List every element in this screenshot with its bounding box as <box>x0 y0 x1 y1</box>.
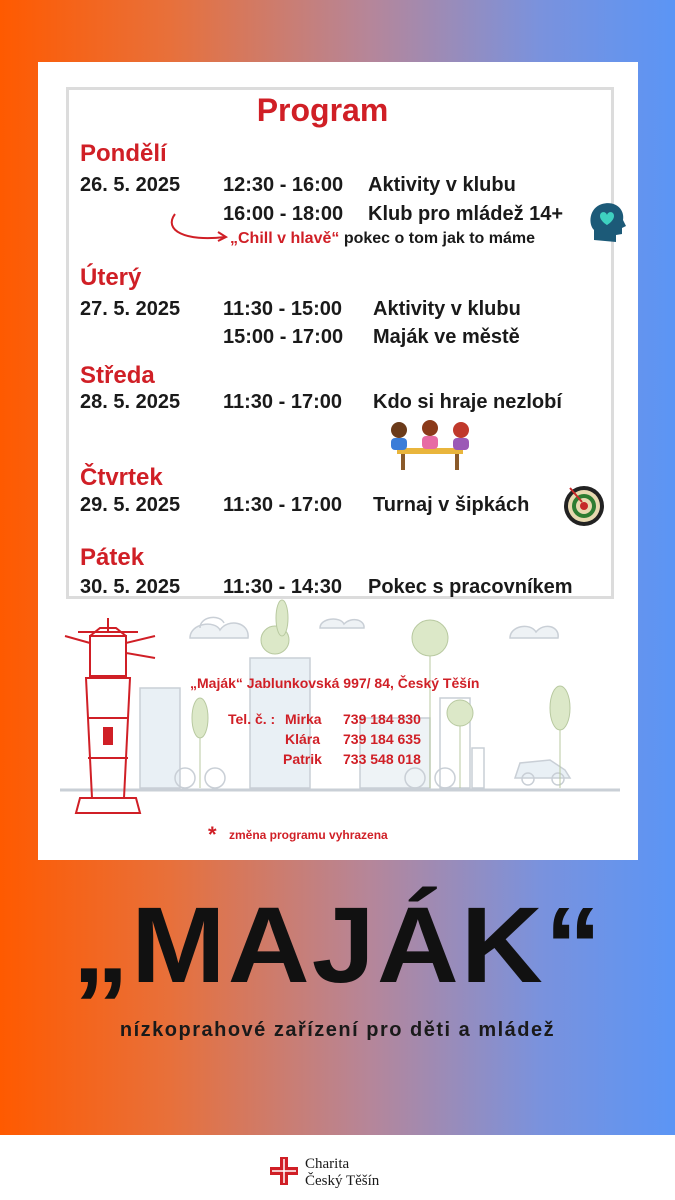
logo-line-2: Český Těšín <box>305 1173 380 1189</box>
chill-text: pokec o tom jak to máme <box>343 230 535 247</box>
time-monday-1: 12:30 - 16:00 <box>223 174 344 196</box>
contact-name-patrik: Patrik <box>283 751 322 767</box>
address-text: „Maják“ Jablunkovská 997/ 84, Český Těšín <box>190 675 480 691</box>
day-friday: Pátek <box>80 544 145 571</box>
asterisk: * <box>208 822 217 847</box>
contact-name-mirka: Mirka <box>285 711 322 727</box>
activity-wednesday: Kdo si hraje nezlobí <box>373 391 562 413</box>
activity-monday-1: Aktivity v klubu <box>368 174 516 196</box>
contact-name-klara: Klára <box>285 731 321 747</box>
contact-phone-mirka: 739 184 830 <box>343 711 421 727</box>
kids-playing-icon <box>385 418 475 473</box>
logo-line-1: Charita <box>305 1156 350 1172</box>
date-monday: 26. 5. 2025 <box>80 174 181 196</box>
chill-highlight: „Chill v hlavě“ <box>230 230 340 247</box>
time-thursday: 11:30 - 17:00 <box>223 494 342 516</box>
day-thursday: Čtvrtek <box>80 464 163 491</box>
activity-thursday: Turnaj v šipkách <box>373 494 530 516</box>
contact-phone-klara: 739 184 635 <box>343 731 421 747</box>
program-change-note: změna programu vyhrazena <box>229 828 388 842</box>
time-tuesday-1: 11:30 - 15:00 <box>223 298 342 320</box>
day-wednesday: Středa <box>80 362 155 389</box>
activity-monday-2: Klub pro mládež 14+ <box>368 203 564 225</box>
time-tuesday-2: 15:00 - 17:00 <box>223 326 344 348</box>
charita-cross-icon <box>268 1155 300 1187</box>
program-title: Program <box>256 92 389 128</box>
time-monday-2: 16:00 - 18:00 <box>223 203 344 225</box>
date-wednesday: 28. 5. 2025 <box>80 391 181 413</box>
activity-tuesday-2: Maják ve městě <box>373 326 520 348</box>
brand-subtitle: nízkoprahové zařízení pro děti a mládež <box>119 1019 556 1041</box>
brand-title: „MAJÁK“ <box>72 884 604 1005</box>
day-tuesday: Úterý <box>80 264 142 291</box>
dartboard-icon <box>562 484 606 528</box>
tel-label: Tel. č. : <box>228 711 276 727</box>
date-friday: 30. 5. 2025 <box>80 576 181 598</box>
mental-health-head-icon <box>588 200 626 246</box>
chill-note <box>230 230 535 248</box>
date-tuesday: 27. 5. 2025 <box>80 298 181 320</box>
city-illustration <box>60 598 620 826</box>
activity-friday: Pokec s pracovníkem <box>368 576 573 598</box>
time-wednesday: 11:30 - 17:00 <box>223 391 342 413</box>
activity-tuesday-1: Aktivity v klubu <box>373 298 521 320</box>
time-friday: 11:30 - 14:30 <box>223 576 342 598</box>
date-thursday: 29. 5. 2025 <box>80 494 181 516</box>
curved-arrow-icon <box>165 210 230 245</box>
day-monday: Pondělí <box>80 140 167 167</box>
contact-phone-patrik: 733 548 018 <box>343 751 421 767</box>
